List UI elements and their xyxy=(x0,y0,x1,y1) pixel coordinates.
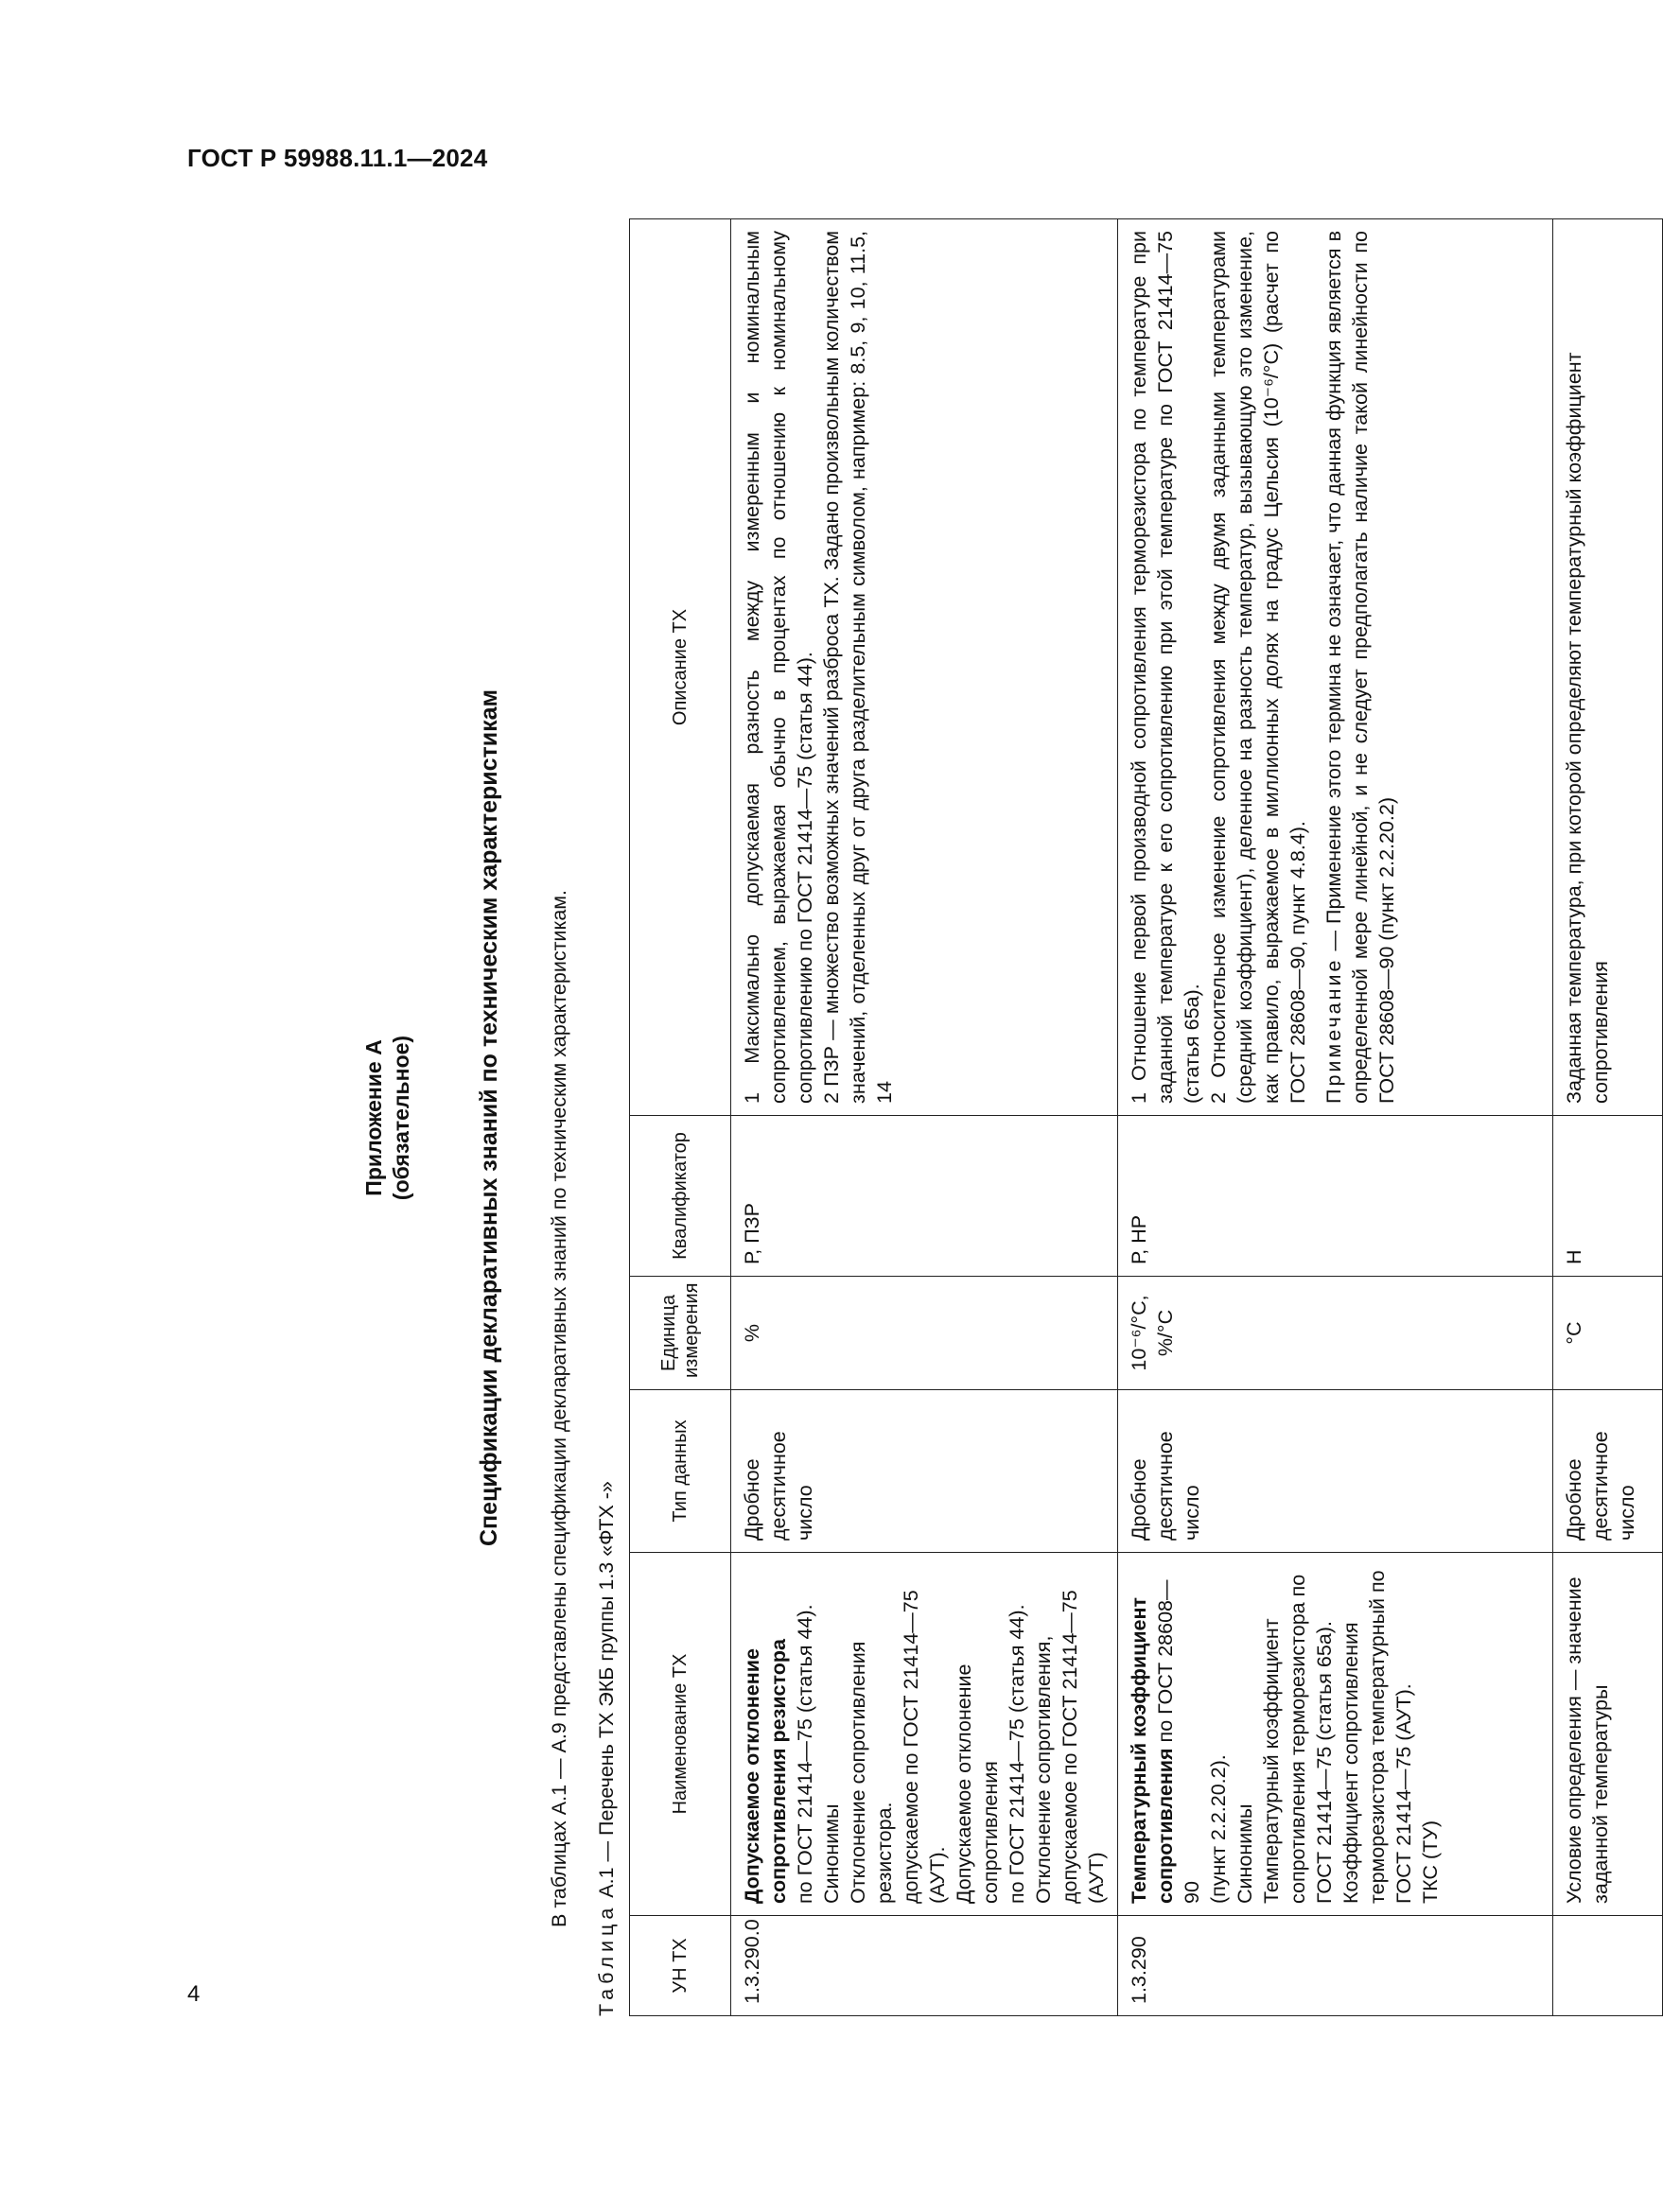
page-number: 4 xyxy=(187,1981,201,2007)
cell-qualifier: Р, НР xyxy=(1118,1116,1553,1277)
term-name: Допускаемое отклонение сопротивления резистора xyxy=(741,1639,790,1904)
note-text: — Применение этого термина не означает, что данная функция является в определенной мере линейной, и не следует предполагать наличие такой линейности по ГОСТ 28608—90 (пункт 2.2.20.2) xyxy=(1322,231,1398,1104)
name-line: сопротивления терморезистора по xyxy=(1287,1574,1309,1904)
unit-line: 10⁻⁶/°С, xyxy=(1128,1295,1150,1371)
name-line: (пункт 2.2.20.2). xyxy=(1207,1754,1230,1904)
term-name: Температурный коэффициент сопротивления xyxy=(1128,1596,1177,1904)
cell-description xyxy=(731,219,1118,1116)
term-suffix: по ГОСТ 28608—90 xyxy=(1154,1579,1203,1904)
cell-unit xyxy=(1118,1277,1553,1390)
appendix-status: (обязательное) xyxy=(389,1035,413,1201)
note-label: Примечание xyxy=(1322,957,1345,1104)
column-header-name: Наименование ТХ xyxy=(630,1553,731,1916)
rotated-sheet xyxy=(334,219,1638,2016)
name-line: терморезистора температурный по xyxy=(1366,1570,1389,1904)
name-line: Синонимы xyxy=(1234,1803,1256,1904)
column-header-id: УН ТХ xyxy=(630,1916,731,2016)
name-line: Синонимы xyxy=(820,1803,843,1904)
description-paragraph: 1 Максимально допускаемая разность между измеренным и номинальным сопротивлением, выражаемая обычно в процентах по отношению к номинальному сопротивлению по ГОСТ 21414—75 (статья 44). xyxy=(741,231,816,1104)
table-caption-text: А.1 — Перечень ТХ ЭКБ группы 1.3 «ФТХ -» xyxy=(595,1481,618,1898)
name-line: Допускаемое отклонение сопротивления xyxy=(953,1663,1002,1904)
document-code-header: ГОСТ Р 59988.11.1—2024 xyxy=(187,144,488,172)
cell-id xyxy=(1553,1916,1663,2016)
note-paragraph xyxy=(1321,231,1400,1104)
name-line: Отклонение сопротивления, xyxy=(1032,1635,1055,1904)
name-line: допускаемое по ГОСТ 21414—75 (АУТ) xyxy=(1059,1590,1108,1904)
table-row xyxy=(731,219,1118,2016)
cell-data-type: Дробное десятичное число xyxy=(1118,1390,1553,1553)
name-line: допускаемое по ГОСТ 21414—75 (АУТ). xyxy=(900,1590,949,1904)
cell-description xyxy=(1118,219,1553,1116)
cell-name xyxy=(731,1553,1118,1916)
cell-description: Заданная температура, при которой определяют температурный коэффициент сопротивления xyxy=(1553,219,1663,1116)
section-title: Спецификации декларативных знаний по техническим характеристикам xyxy=(476,688,502,1547)
description-paragraph: 2 Относительное изменение сопротивления между двумя заданными температурами (средний коэффициент), деленное на разность температур, вызывающую это изменение, как правило, выражаемое в миллионных долях на градус Цельсия (10⁻⁶/°С) (расчет по ГОСТ 28608—90, пункт 4.8.4). xyxy=(1207,231,1309,1104)
cell-id: 1.3.290.0 xyxy=(731,1916,1118,2016)
table-caption-label: Таблица xyxy=(595,1903,618,2016)
table-caption xyxy=(593,1481,620,2016)
name-line: ГОСТ 21414—75 (статья 65а). xyxy=(1313,1621,1336,1904)
name-line: ГОСТ 21414—75 (АУТ). xyxy=(1392,1683,1415,1904)
name-line: по ГОСТ 21414—75 (статья 44). xyxy=(1006,1604,1028,1904)
name-line: Коэффициент сопротивления xyxy=(1339,1622,1362,1904)
name-line: ТКС (ТУ) xyxy=(1419,1820,1442,1904)
table-header-row xyxy=(630,219,731,2016)
unit-line: %/°С xyxy=(1154,1309,1177,1357)
column-header-unit: Единица измерения xyxy=(630,1277,731,1390)
column-header-description: Описание ТХ xyxy=(630,219,731,1116)
name-line: Отклонение сопротивления резистора. xyxy=(847,1641,896,1904)
cell-qualifier: Н xyxy=(1553,1116,1663,1277)
name-line: Температурный коэффициент xyxy=(1260,1618,1283,1904)
cell-unit: °С xyxy=(1553,1277,1663,1390)
cell-name xyxy=(1118,1553,1553,1916)
spec-table xyxy=(629,218,1663,2016)
appendix-title: Приложение А xyxy=(361,1039,386,1196)
cell-name: Условие определения — значение заданной температуры xyxy=(1553,1553,1663,1916)
cell-data-type: Дробное десятичное число xyxy=(1553,1390,1663,1553)
column-header-data-type: Тип данных xyxy=(630,1390,731,1553)
description-paragraph: 2 ПЗР — множество возможных значений разброса ТХ. Задано произвольным количеством значений, отделенных друг от друга разделительным символом, например: 8.5, 9, 10, 11.5, 14 xyxy=(820,231,896,1104)
cell-id: 1.3.290 xyxy=(1118,1916,1553,2016)
table-row xyxy=(1118,219,1553,2016)
appendix-heading xyxy=(360,219,415,2016)
description-paragraph: 1 Отношение первой производной сопротивления терморезистора по температуре при заданной температуре к его сопротивлению при этой температуре по ГОСТ 21414—75 (статья 65а). xyxy=(1128,231,1203,1104)
cell-unit: % xyxy=(731,1277,1118,1390)
cell-data-type: Дробное десятичное число xyxy=(731,1390,1118,1553)
term-name-line xyxy=(1126,1564,1205,1904)
intro-paragraph: В таблицах А.1 — А.9 представлены спецификации декларативных знаний по техническим характеристикам. xyxy=(548,889,570,1927)
name-line: по ГОСТ 21414—75 (статья 44). xyxy=(794,1604,816,1904)
table-row xyxy=(1553,219,1663,2016)
cell-qualifier: Р, ПЗР xyxy=(731,1116,1118,1277)
column-header-qualifier: Квалификатор xyxy=(630,1116,731,1277)
